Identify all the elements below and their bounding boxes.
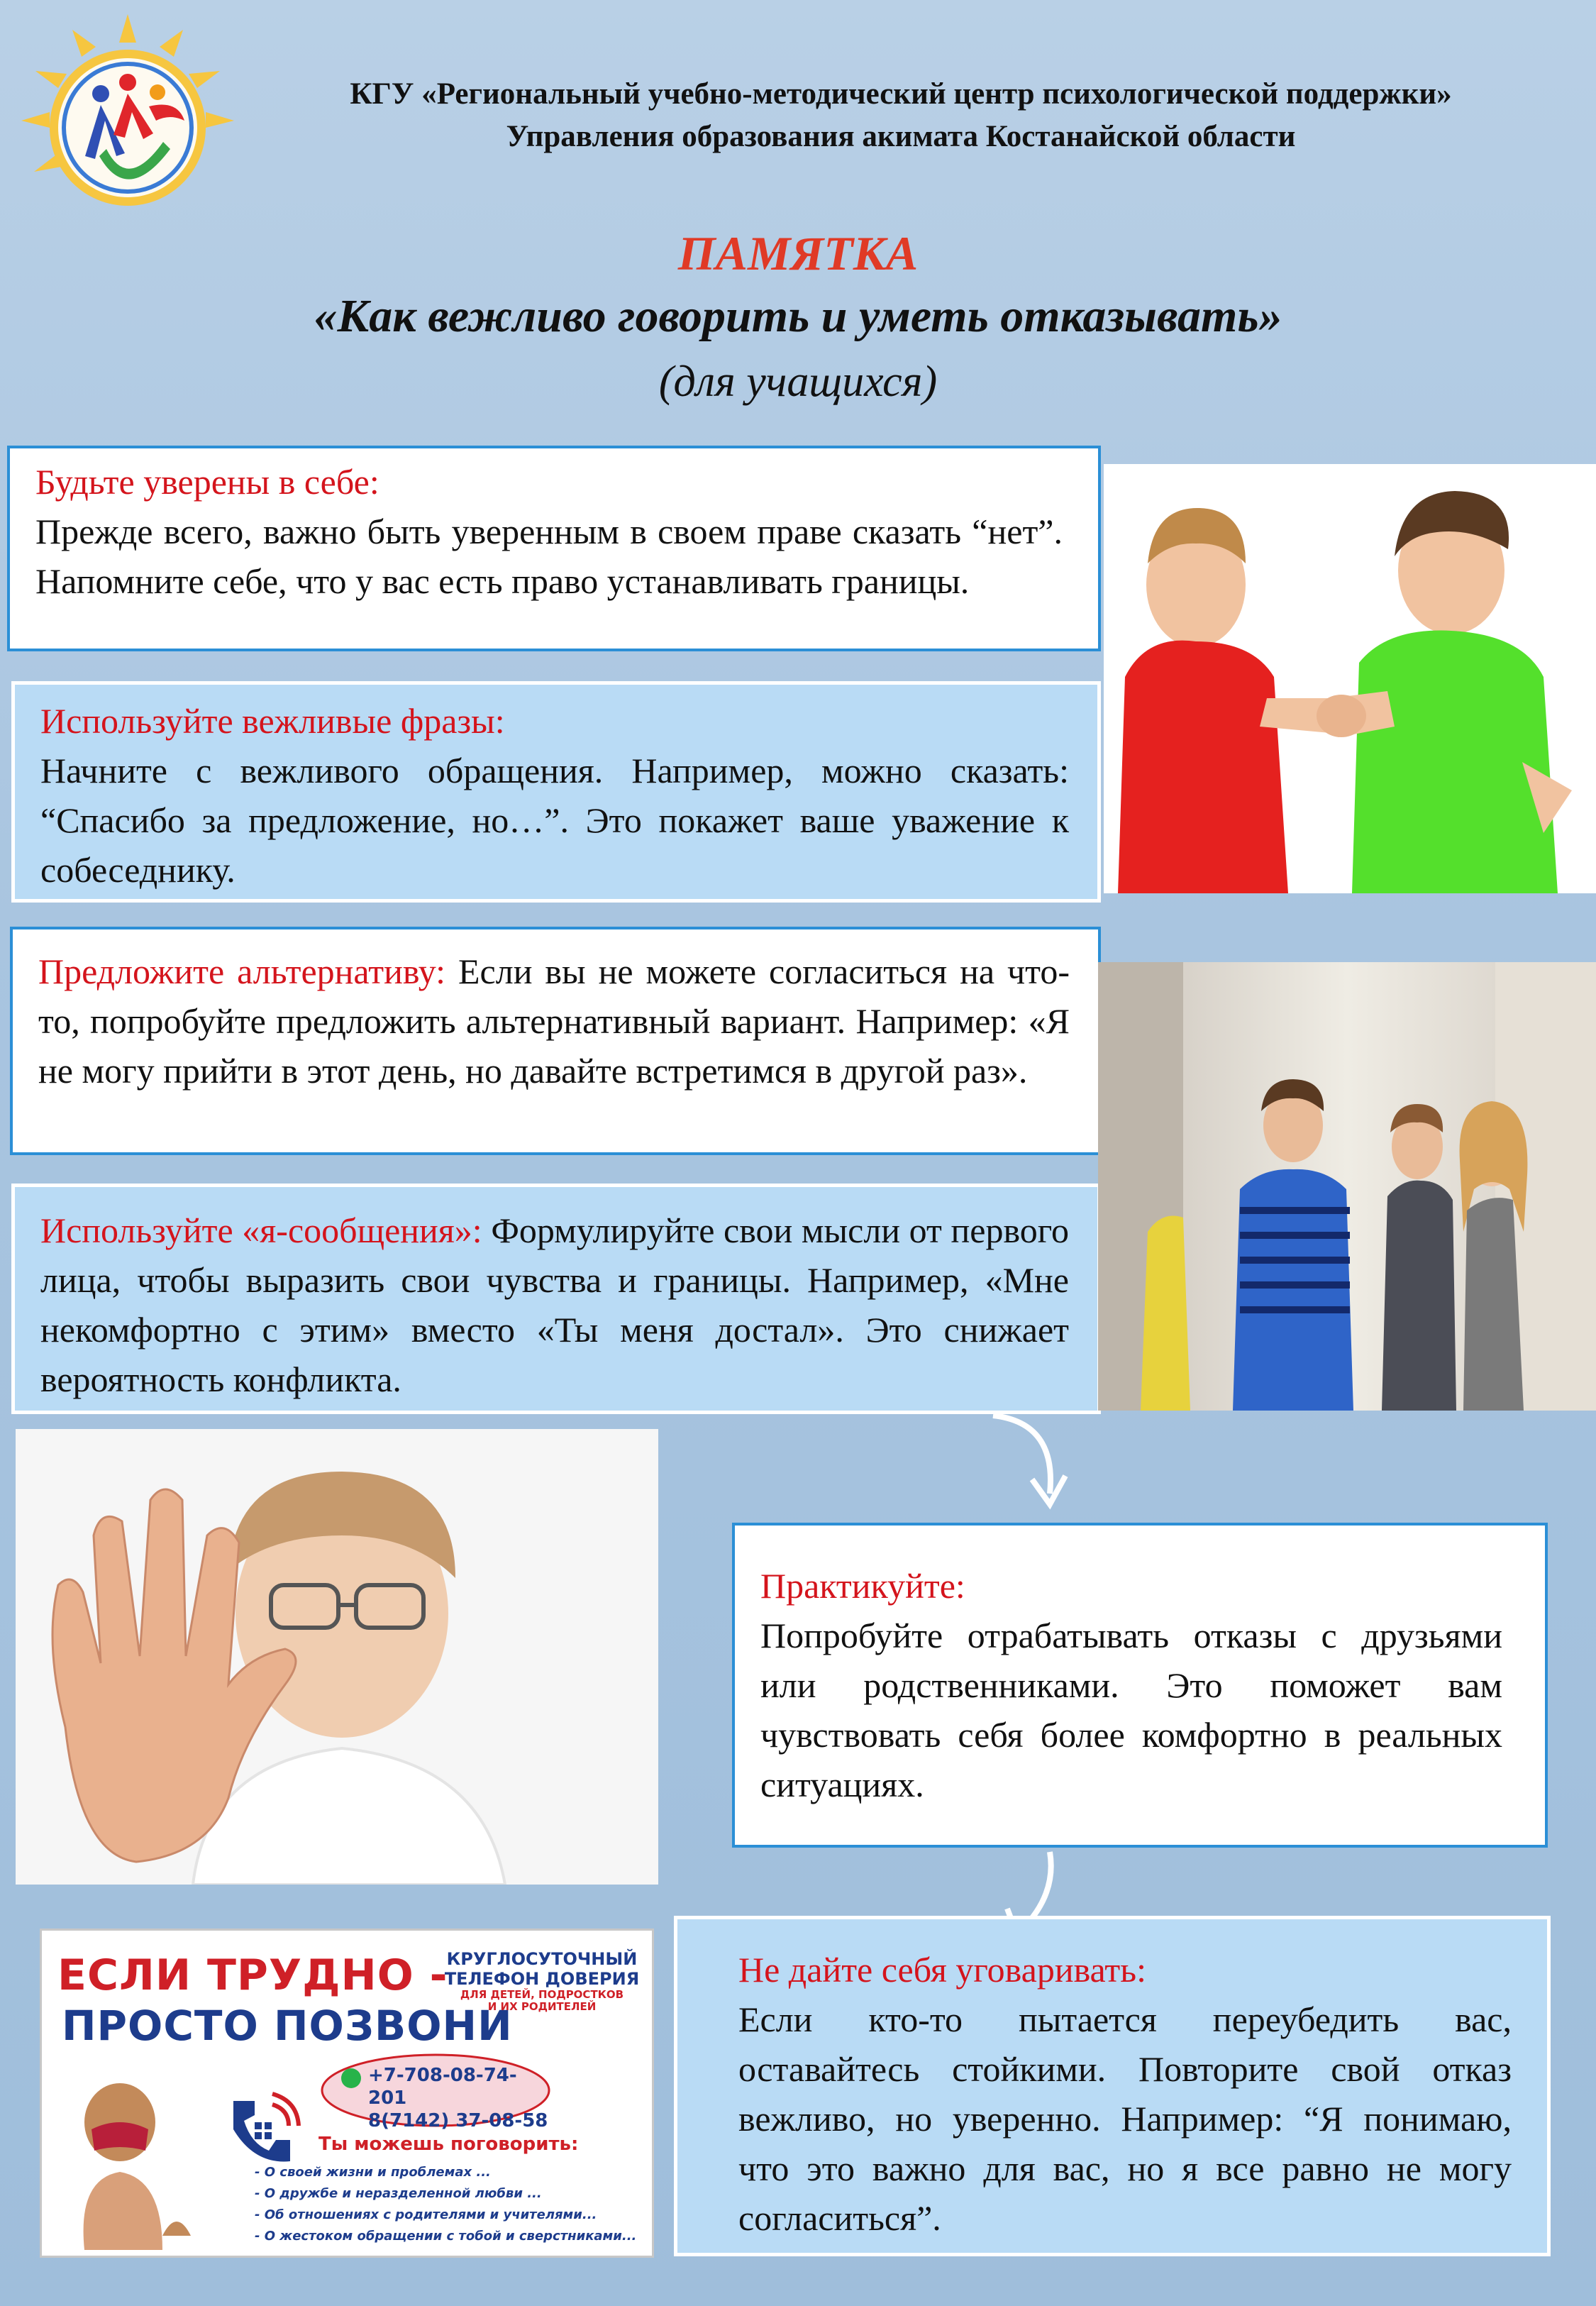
memo-title: «Как вежливо говорить и уметь отказывать»: [314, 290, 1282, 342]
poster-talk-heading: Ты можешь поговорить:: [318, 2134, 579, 2155]
memo-label: ПАМЯТКА: [677, 226, 919, 280]
tip-text: Прежде всего, важно быть уверенным в своем праве сказать “нет”. Напомните себе, что у вас есть право устанавливать границы.: [35, 512, 1063, 601]
phone-number: 8(7142) 37-08-58: [368, 2110, 548, 2131]
arrow-down-icon: [979, 1408, 1078, 1522]
tip-card-polite-phrases: [11, 681, 1101, 903]
poster-service-name: [439, 1949, 645, 2013]
organization-department: Управления образования акимата Костанайской области: [506, 120, 1296, 153]
organization-name: КГУ «Региональный учебно-методический центр психологической поддержки»: [350, 77, 1452, 111]
tip-card-i-messages: [11, 1184, 1101, 1414]
hotline-poster: [40, 1929, 654, 2258]
service-line: ДЛЯ ДЕТЕЙ, ПОДРОСТКОВ: [460, 1988, 624, 2001]
tip-heading: Не дайте себя уговаривать:: [738, 1950, 1146, 1990]
service-line: КРУГЛОСУТОЧНЫЙ: [446, 1949, 638, 1969]
tip-heading: Будьте уверены в себе:: [35, 462, 379, 502]
phone-numbers: [318, 2051, 553, 2129]
tip-card-confidence: [7, 446, 1101, 651]
tip-heading: Используйте «я-сообщения»:: [40, 1210, 482, 1250]
topic-item: - Об отношениях с родителями и учителями...: [255, 2207, 597, 2222]
poster-headline: ПРОСТО ПОЗВОНИ: [62, 2002, 513, 2050]
tip-text: Если кто-то пытается переубедить вас, оставайтесь стойкими. Повторите свой отказ вежливо, но уверенно. Например: “Я понимаю, что это важно для вас, но я все равно не могу согласиться”.: [738, 1999, 1512, 2238]
tip-heading: Практикуйте:: [760, 1566, 965, 1606]
tip-heading: Предложите альтернативу:: [38, 951, 446, 991]
topic-item: - О жестоком обращении с тобой и сверстниками...: [255, 2229, 637, 2244]
service-line: И ИХ РОДИТЕЛЕЙ: [487, 2000, 597, 2013]
photo-boy-stop-hand: [16, 1429, 658, 1885]
photo-kids-talking: [1098, 962, 1596, 1411]
service-line: ТЕЛЕФОН ДОВЕРИЯ: [444, 1969, 640, 1989]
memo-audience: (для учащихся): [658, 358, 938, 406]
topic-item: - О дружбе и неразделенной любви ...: [255, 2186, 542, 2201]
photo-boys-handshake: [1104, 464, 1596, 893]
tip-heading: Используйте вежливые фразы:: [40, 701, 505, 741]
phone-number: +7-708-08-74-201: [368, 2065, 517, 2109]
center-logo-icon: [21, 14, 234, 227]
poster-topics: [255, 2162, 652, 2247]
tip-card-practice: [732, 1523, 1548, 1848]
tip-card-alternative: [10, 927, 1101, 1155]
tip-text: Если вы не можете согласиться на что-то, попробуйте предложить альтернативный вариант. Например: «Я не могу прийти в этот день, но давайте встретимся в другой раз».: [38, 951, 1070, 1091]
tip-text: Попробуйте отрабатывать отказы с друзьями или родственниками. Это поможет вам чувствовать себя более комфортно в реальных ситуациях.: [760, 1616, 1502, 1804]
tip-card-dont-be-persuaded: [674, 1916, 1551, 2256]
tip-text: Начните с вежливого обращения. Например, можно сказать: “Спасибо за предложение, но…”. Это покажет ваше уважение к собеседнику.: [40, 751, 1069, 890]
tip-text: Формулируйте свои мысли от первого лица, чтобы выразить свои чувства и границы. Например, «Мне некомфортно с этим» вместо «Ты меня достал». Это снижает вероятность конфликта.: [40, 1210, 1069, 1399]
poster-headline: ЕСЛИ ТРУДНО -: [57, 1951, 448, 2000]
child-illustration: [56, 2065, 233, 2250]
topic-item: - О своей жизни и проблемах ...: [255, 2165, 491, 2180]
